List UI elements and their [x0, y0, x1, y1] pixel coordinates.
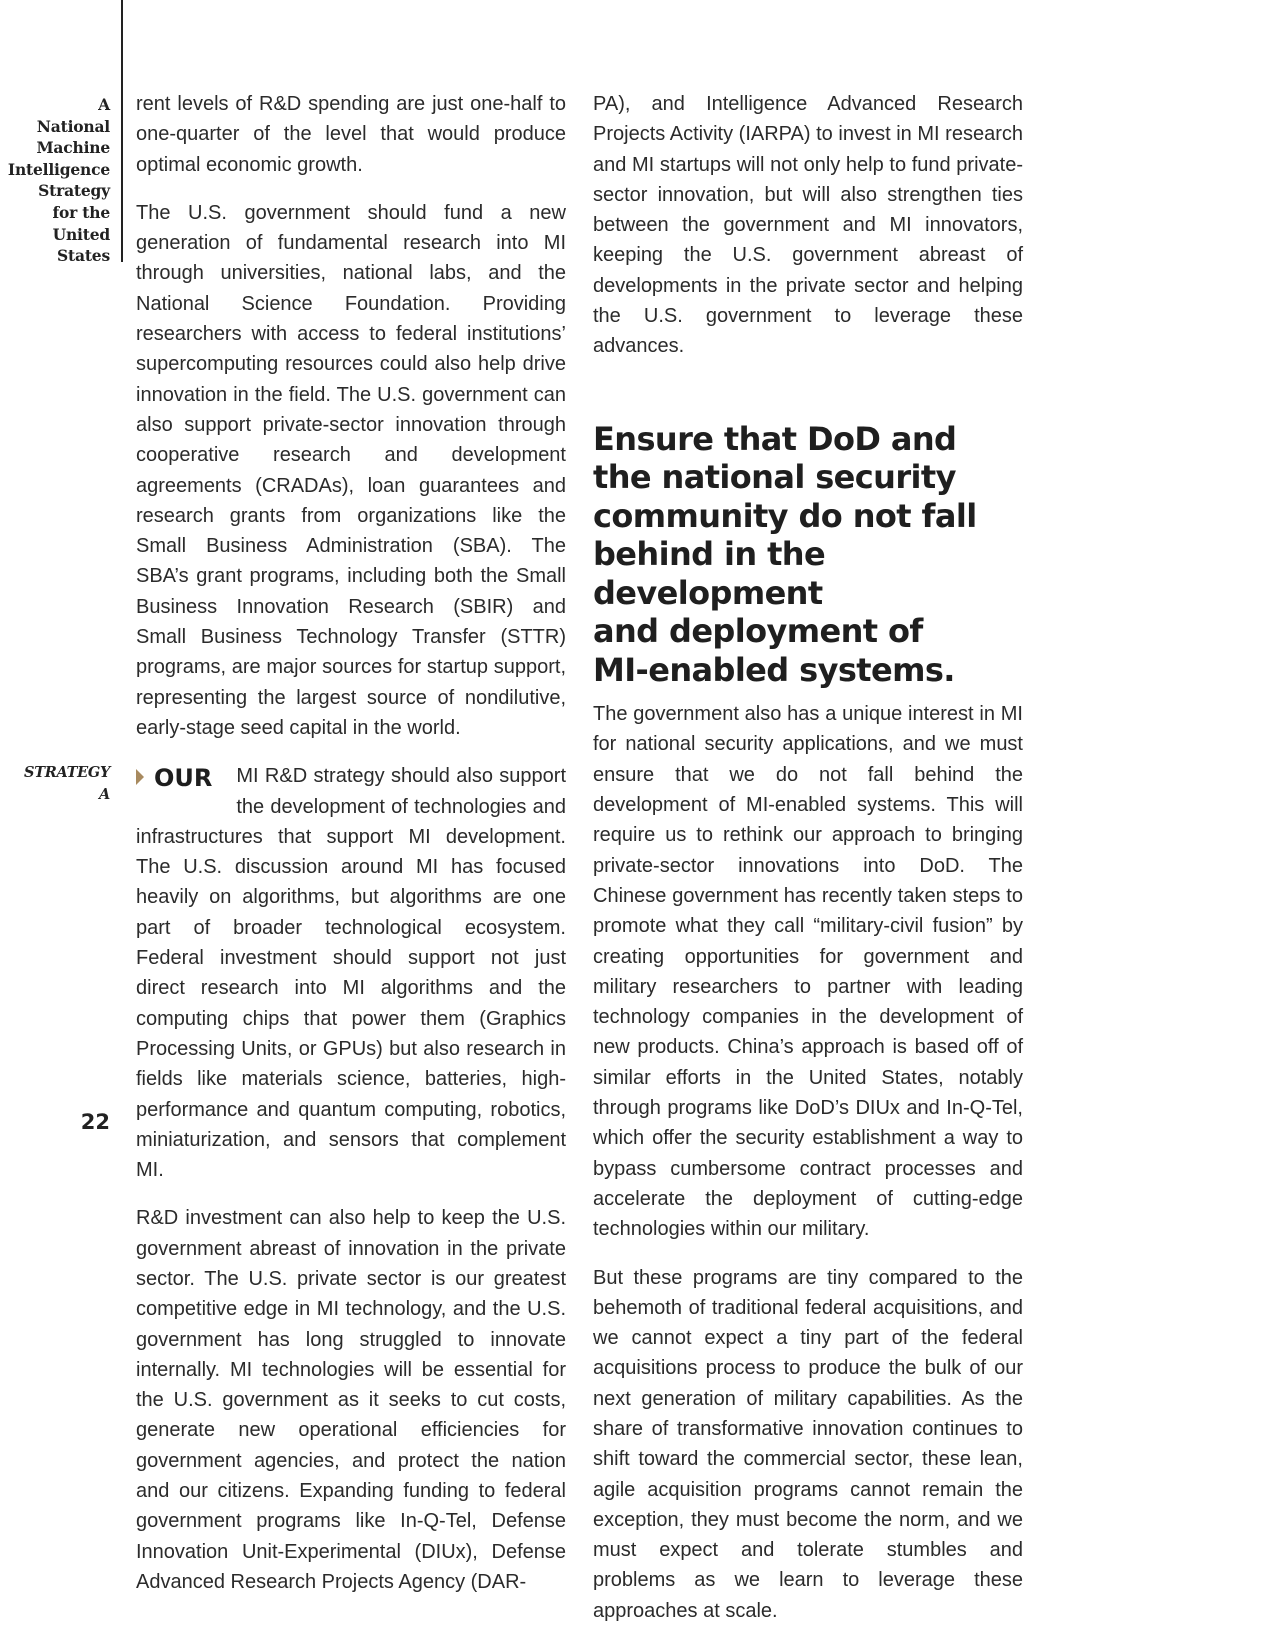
heading-line: MI-enabled systems.: [593, 650, 955, 689]
running-header-line: States: [57, 246, 110, 266]
running-header-line: A: [98, 95, 110, 114]
running-header-line: Machine: [36, 138, 110, 158]
running-header: [0, 94, 110, 267]
margin-rule: [121, 0, 123, 262]
triangle-right-icon: [136, 769, 144, 785]
running-header-line: United: [52, 224, 110, 244]
callout-lead-word: OUR: [154, 764, 213, 793]
body-paragraph: PA), and Intelligence Advanced Research Projects Activity (IARPA) to invest in MI research and MI startups will not only help to fund private-sector innovation, but will also strengthen ties between the government and MI innovators, keeping the U.S. government abreast of developments in the private sector and helping the U.S. government to leverage these advances.: [593, 93, 1023, 358]
heading-line: Ensure that DoD and: [593, 419, 957, 458]
callout-text: MI R&D strategy should also support the development of technologies and infrastructures that support MI development. The U.S. discussion around MI has focused heavily on algorithms, but algorithms are one part of broader technological ecosystem. Federal investment should support not just direct research into MI algorithms and the computing chips that power them (Graphics Processing Units, or GPUs) but also research in fields like materials science, batteries, high-performance and quantum computing, robotics, miniaturization, and sensors that complement MI.: [136, 765, 566, 1182]
body-paragraph: But these programs are tiny compared to the behemoth of traditional federal acquisitions, and we cannot expect a tiny part of the federal acquisitions process to produce the bulk of our next generation of military capabilities. As the share of transformative innovation continues to shift toward the commercial sector, these lean, agile acquisition programs cannot remain the exception, they must become the norm, and we must expect and tolerate stumbles and problems as we learn to leverage these approaches at scale.: [593, 1266, 1023, 1622]
column-right: [593, 89, 1023, 1644]
section-tag-line: A: [99, 786, 110, 803]
body-paragraph: R&D investment can also help to keep the U.S. government abreast of innovation in the private sector. The U.S. private sector is our greatest competitive edge in MI technology, and the U.S. government has long struggled to innovate internally. MI technologies will be essential for the U.S. government as it seeks to cut costs, generate new operational efficiencies for government agencies, and protect the nation and our citizens. Expanding funding to federal government programs like In-Q-Tel, Defense Innovation Unit-Experimental (DIUx), Defense Advanced Research Projects Agency (DAR-: [136, 1207, 566, 1593]
body-paragraph: The government also has a unique interest in MI for national security applications, and we must ensure that we do not fall behind the development of MI-enabled systems. This will require us to rethink our approach to bringing private-sector innovations into DoD. The Chinese government has recently taken steps to promote what they call “military-civil fusion” by creating opportunities for government and military researchers to partner with leading technology companies in the development of new products. China’s approach is based off of similar efforts in the United States, notably through programs like DoD’s DIUx and In-Q-Tel, which offer the security establishment a way to bypass cumbersome contract processes and accelerate the deployment of cutting-edge technologies within our military.: [593, 703, 1023, 1241]
running-header-line: for the: [52, 202, 110, 222]
heading-line: community do not fall: [593, 496, 977, 535]
running-header-line: Intelligence: [7, 159, 110, 179]
heading-line: the national security: [593, 458, 956, 497]
heading-line: and deployment of: [593, 612, 923, 651]
body-paragraph: rent levels of R&D spending are just one-half to one-quarter of the level that would produce optimal economic growth.: [136, 93, 566, 176]
heading-line: behind in the development: [593, 535, 826, 612]
callout-lead: [136, 761, 212, 819]
page-number: 22: [80, 1110, 110, 1134]
section-tag: [0, 762, 110, 806]
running-header-line: National: [36, 116, 110, 136]
callout-paragraph: [136, 761, 566, 1185]
column-left: [136, 89, 566, 1615]
section-tag-line: STRATEGY: [24, 764, 110, 781]
section-heading: [593, 420, 1023, 690]
body-paragraph: The U.S. government should fund a new generation of fundamental research into MI through universities, national labs, and the National Science Foundation. Providing researchers with access to federal institutions’ supercomputing resources could also help drive innovation in the field. The U.S. government can also support private-sector innovation through cooperative research and development agreements (CRADAs), loan guarantees and research grants from organizations like the Small Business Administration (SBA). The SBA’s grant programs, including both the Small Business Innovation Research (SBIR) and Small Business Technology Transfer (STTR) programs, are major sources for startup support, representing the largest source of nondilutive, early-stage seed capital in the world.: [136, 201, 566, 739]
running-header-line: Strategy: [38, 181, 110, 201]
